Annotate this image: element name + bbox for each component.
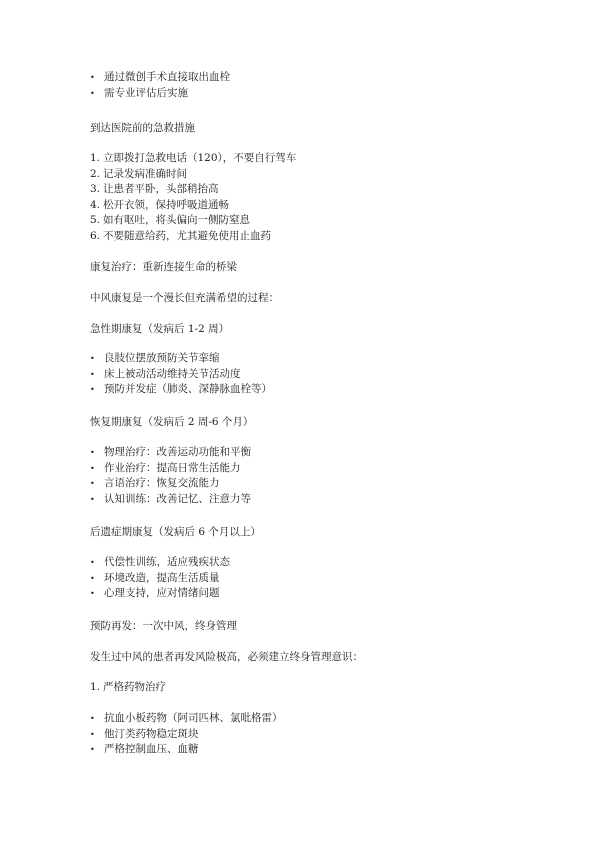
prevention-intro: 发生过中风的患者再发风险极高，必须建立终身管理意识： xyxy=(90,651,363,663)
list-item xyxy=(90,586,530,602)
surgery-bullet-list xyxy=(90,70,530,101)
list-item-text: 物理治疗：改善运动功能和平衡 xyxy=(104,446,251,458)
bullet-icon: • xyxy=(90,463,95,473)
list-item-text: 环境改造，提高生活质量 xyxy=(104,571,220,584)
list-item xyxy=(90,86,530,102)
list-item-text: 床上被动活动维持关节活动度 xyxy=(104,367,241,380)
rehab-intro: 中风康复是一个漫长但充满希望的过程： xyxy=(90,292,279,304)
sequelae-phase-heading: 后遗症期康复（发病后 6 个月以上） xyxy=(90,526,261,538)
item-text: 如有呕吐，将头偏向一侧防窒息 xyxy=(103,214,250,226)
bullet-icon: • xyxy=(90,385,95,394)
item-number: 1. xyxy=(90,681,101,693)
list-item-text: 严格控制血压、血糖 xyxy=(104,743,199,755)
item-number: 5. xyxy=(90,214,101,226)
recovery-phase-list xyxy=(90,445,530,507)
bullet-icon: • xyxy=(90,448,95,457)
prevention-heading: 预防再发：一次中风，终身管理 xyxy=(90,620,237,632)
bullet-icon: • xyxy=(90,558,95,567)
acute-phase-heading: 急性期康复（发病后 1-2 周） xyxy=(90,323,230,335)
bullet-icon: • xyxy=(90,369,95,379)
item-number: 3. xyxy=(90,183,101,195)
sequelae-phase-list xyxy=(90,555,530,602)
item-number: 4. xyxy=(90,198,101,211)
list-item-text: 预防并发症（肺炎、深静脉血栓等） xyxy=(104,383,272,395)
medication-bullet-list xyxy=(90,711,530,758)
list-item-text: 他汀类药物稳定斑块 xyxy=(104,727,199,740)
list-item xyxy=(90,367,530,383)
bullet-icon: • xyxy=(90,573,95,583)
item-number: 1. xyxy=(90,152,101,164)
item-text: 严格药物治疗 xyxy=(103,681,166,693)
list-item xyxy=(90,727,530,743)
bullet-icon: • xyxy=(90,745,95,754)
bullet-icon: • xyxy=(90,73,95,82)
recovery-phase-heading: 恢复期康复（发病后 2 周-6 个月） xyxy=(90,416,254,428)
list-item xyxy=(90,382,530,398)
numbered-item xyxy=(90,182,530,198)
prevention-numbered-list xyxy=(90,680,530,696)
bullet-icon: • xyxy=(90,714,95,723)
numbered-item xyxy=(90,680,530,696)
list-item xyxy=(90,476,530,492)
emergency-heading: 到达医院前的急救措施 xyxy=(90,122,195,134)
list-item xyxy=(90,70,530,86)
list-item-text: 认知训练：改善记忆、注意力等 xyxy=(104,492,251,505)
bullet-icon: • xyxy=(90,354,95,363)
item-number: 6. xyxy=(90,229,101,242)
bullet-icon: • xyxy=(90,479,95,488)
bullet-icon: • xyxy=(90,88,95,98)
list-item xyxy=(90,742,530,758)
list-item-text: 心理支持，应对情绪问题 xyxy=(104,587,220,599)
list-item-text: 需专业评估后实施 xyxy=(104,86,188,99)
list-item-text: 抗血小板药物（阿司匹林、氯吡格雷） xyxy=(104,712,283,724)
list-item-text: 言语治疗：恢复交流能力 xyxy=(104,477,220,489)
numbered-item xyxy=(90,198,530,214)
list-item-text: 通过微创手术直接取出血栓 xyxy=(104,71,230,83)
item-text: 松开衣领，保持呼吸道通畅 xyxy=(103,198,229,211)
numbered-item xyxy=(90,151,530,167)
list-item xyxy=(90,351,530,367)
list-item xyxy=(90,555,530,571)
numbered-item xyxy=(90,229,530,245)
list-item-text: 代偿性训练，适应残疾状态 xyxy=(104,556,230,568)
numbered-item xyxy=(90,213,530,229)
numbered-item xyxy=(90,167,530,183)
list-item-text: 作业治疗：提高日常生活能力 xyxy=(104,461,241,474)
bullet-icon: • xyxy=(90,589,95,598)
acute-phase-list xyxy=(90,351,530,398)
item-text: 不要随意给药，尤其避免使用止血药 xyxy=(103,229,271,242)
list-item-text: 良肢位摆放预防关节挛缩 xyxy=(104,352,220,364)
bullet-icon: • xyxy=(90,494,95,504)
list-item xyxy=(90,461,530,477)
list-item xyxy=(90,711,530,727)
item-text: 记录发病准确时间 xyxy=(103,167,187,180)
rehab-heading: 康复治疗：重新连接生命的桥梁 xyxy=(90,261,237,273)
list-item xyxy=(90,492,530,508)
item-text: 立即拨打急救电话（120），不要自行驾车 xyxy=(103,152,297,164)
bullet-icon: • xyxy=(90,729,95,739)
list-item xyxy=(90,571,530,587)
emergency-step-list xyxy=(90,151,530,244)
list-item xyxy=(90,445,530,461)
item-number: 2. xyxy=(90,167,101,180)
item-text: 让患者平卧，头部稍抬高 xyxy=(103,183,219,195)
